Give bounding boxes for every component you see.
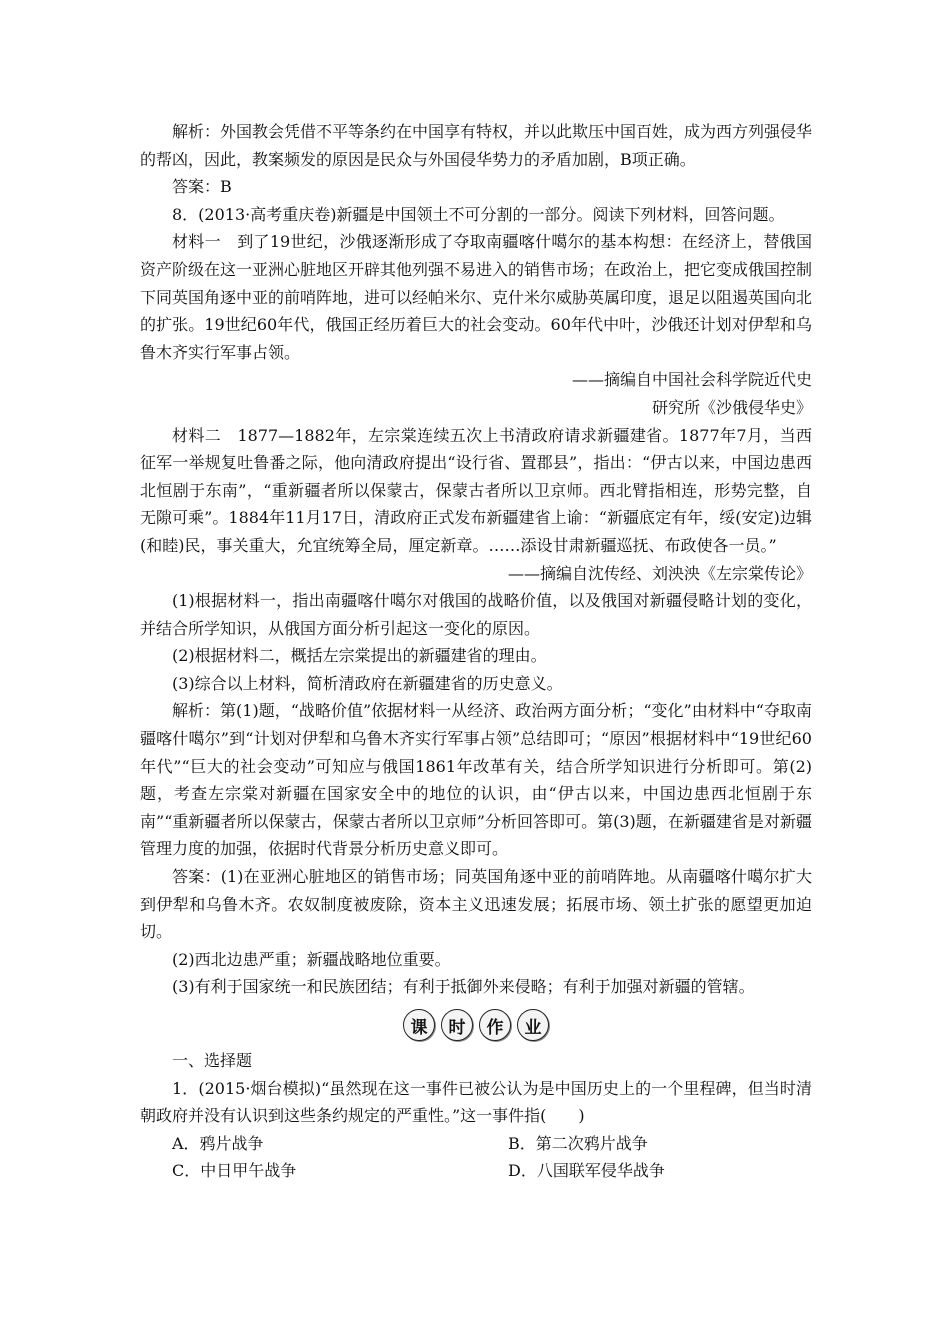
option-a: A．鸦片战争 [172, 1133, 264, 1153]
answer-options [140, 1130, 812, 1185]
question-8-stem: 8．(2013·高考重庆卷)新疆是中国领土不可分割的一部分。阅读下列材料，回答问题。 [172, 204, 785, 224]
answer-8-part1: 答案：(1)在亚洲心脏地区的销售市场；同英国角逐中亚的前哨阵地。从南疆喀什噶尔扩大到伊犁和乌鲁木齐。农奴制度被废除，资本主义迅速发展；拓展市场、领土扩张的愿望更加迫切。 [140, 867, 812, 942]
sub-question-2: (2)根据材料二，概括左宗棠提出的新疆建省的理由。 [172, 646, 547, 666]
sub-question-3: (3)综合以上材料，简析清政府在新疆建省的历史意义。 [172, 673, 563, 693]
banner-char: 业 [517, 1009, 549, 1041]
material-one: 材料一 到了19世纪，沙俄逐渐形成了夺取南疆喀什噶尔的基本构想：在经济上，替俄国资产阶级在这一亚洲心脏地区开辟其他列强不易进入的销售市场；在政治上，把它变成俄国控制下同英国角逐中亚的前哨阵地，进可以经帕米尔、克什米尔威胁英属印度，退足以阻遏英国向北的扩张。19世纪60年代，俄国正经历着巨大的社会变动。60年代中叶，沙俄还计划对伊犁和乌鲁木齐实行军事占领。 [140, 232, 813, 362]
answer-8-part2: (2)西北边患严重；新疆战略地位重要。 [172, 949, 451, 969]
answer-8-part3: (3)有利于国家统一和民族团结；有利于抵御外来侵略；有利于加强对新疆的管辖。 [172, 977, 755, 997]
document-page [140, 118, 812, 1185]
banner-char: 课 [403, 1009, 435, 1041]
option-d: D．八国联军侵华战争 [508, 1161, 665, 1181]
section-banner [140, 1009, 812, 1041]
analysis-8: 解析：第(1)题，“战略价值”依据材料一从经济、政治两方面分析；“变化”由材料中“夺取南疆喀什噶尔”到“计划对伊犁和乌鲁木齐实行军事占领”总结即可；“原因”根据材料中“19世纪60年代”“巨大的社会变动”可知应与俄国1861年改革有关，结合所学知识进行分析即可。第(2)题，考查左宗棠对新疆在国家安全中的地位的认识，由“伊古以来，中国边患西北恒剧于东南”“重新疆者所以保蒙古，保蒙古者所以卫京师”分析回答即可。第(3)题，在新疆建省是对新疆管理力度的加强，依据时代背景分析历史意义即可。 [140, 701, 812, 859]
material-one-source-line2: 研究所《沙俄侵华史》 [651, 397, 812, 417]
analysis-paragraph: 解析：外国教会凭借不平等条约在中国享有特权，并以此欺压中国百姓，成为西方列强侵华的帮凶，因此，教案频发的原因是民众与外国侵华势力的矛盾加剧，B项正确。 [140, 122, 813, 169]
material-two: 材料二 1877—1882年，左宗棠连续五次上书清政府请求新疆建省。1877年7月，当西征军一举规复吐鲁番之际，他向清政府提出“设行省、置郡县”，指出：“伊古以来，中国边患西北恒剧于东南”，“重新疆者所以保蒙古，保蒙古者所以卫京师。西北臂指相连，形势完整，自无隙可乘”。1884年11月17日，清政府正式发布新疆建省上谕：“新疆底定有年，绥(安定)边辑(和睦)民，事关重大，允宜统筹全局，厘定新章。……添设甘肃新疆巡抚、布政使各一员。” [140, 425, 812, 555]
banner-char: 作 [479, 1009, 511, 1041]
material-two-source: ——摘编自沈传经、刘泱泱《左宗棠传论》 [507, 563, 812, 583]
banner-char: 时 [441, 1009, 473, 1041]
option-c: C．中日甲午战争 [172, 1161, 297, 1181]
option-b: B．第二次鸦片战争 [508, 1133, 648, 1153]
section-heading: 一、选择题 [172, 1051, 253, 1070]
sub-question-1: (1)根据材料一，指出南疆喀什噶尔对俄国的战略价值，以及俄国对新疆侵略计划的变化，并结合所学知识，从俄国方面分析引起这一变化的原因。 [140, 591, 812, 638]
answer-line: 答案：B [172, 177, 232, 197]
homework-question-1: 1．(2015·烟台模拟)“虽然现在这一事件已被公认为是中国历史上的一个里程碑，但当时清朝政府并没有认识到这些条约规定的严重性。”这一事件指( ) [140, 1078, 812, 1126]
material-one-source-line1: ——摘编自中国社会科学院近代史 [571, 370, 812, 390]
